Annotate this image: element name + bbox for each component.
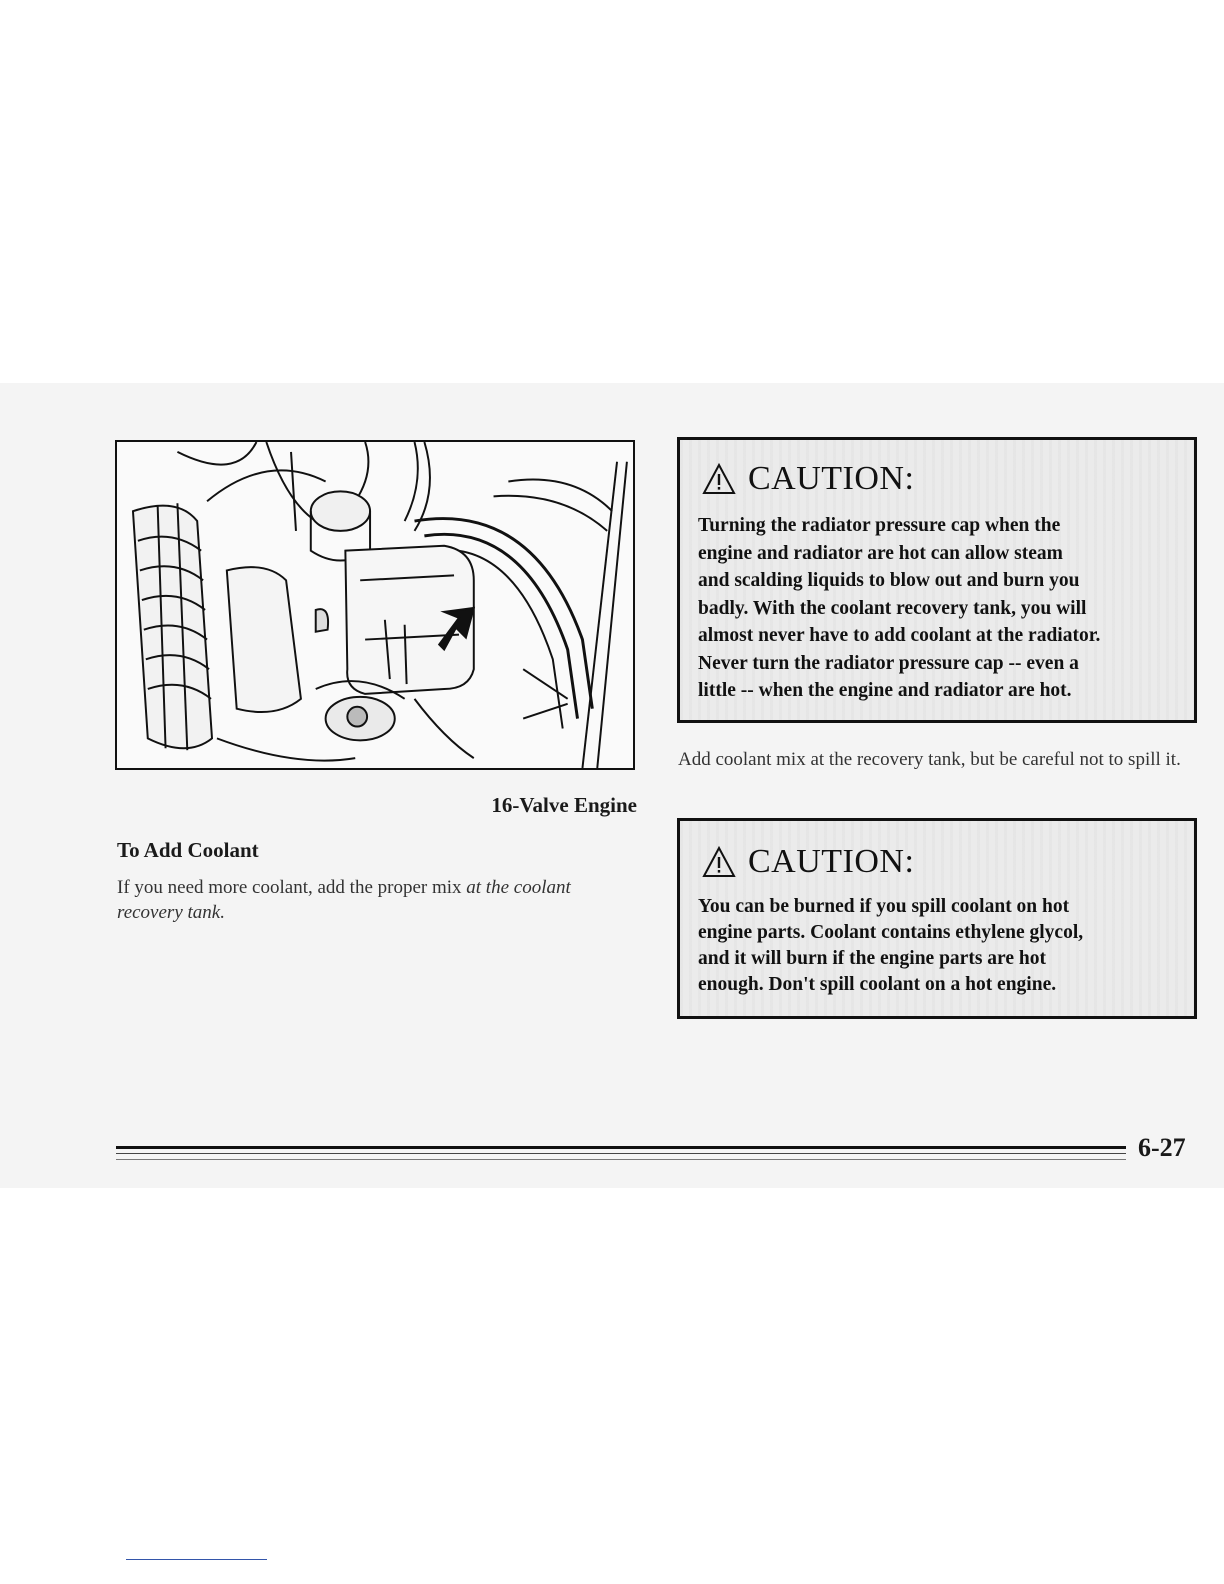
caution-line: You can be burned if you spill coolant on hot [698,896,1070,917]
caution-line: enough. Don't spill coolant on a hot engine. [698,974,1057,995]
caution-box-spill [677,818,1197,1019]
caution-line: engine and radiator are hot can allow steam [698,542,1063,564]
figure-caption: 16-Valve Engine [491,793,637,817]
page-number: 6-27 [1138,1133,1186,1162]
caution-heading [702,843,914,881]
engine-drawing [117,442,633,768]
caution-line: engine parts. Coolant contains ethylene glycol, [698,922,1084,943]
caution-line: almost never have to add coolant at the radiator. [698,625,1101,646]
caution-title: CAUTION: [748,460,915,497]
footer-rule [116,1146,1126,1149]
recovery-tank-note: Add coolant mix at the recovery tank, but be careful not to spill it. [678,749,1181,770]
caution-title: CAUTION: [748,843,915,880]
engine-illustration [115,440,635,770]
bottom-divider [126,1559,267,1560]
caution-text [698,894,1178,998]
caution-line: badly. With the coolant recovery tank, you will [698,597,1087,619]
instruction-emphasis: at the coolant recovery tank. [117,877,571,923]
add-coolant-instructions [117,875,617,925]
caution-line: Never turn the radiator pressure cap -- even a [698,652,1079,674]
footer-rule [116,1159,1126,1160]
warning-triangle-icon [702,463,736,495]
caution-line: and scalding liquids to blow out and burn you [698,570,1080,591]
caution-line: little -- when the engine and radiator are hot. [698,680,1072,701]
caution-line: Turning the radiator pressure cap when the [698,515,1061,536]
warning-triangle-icon [702,846,736,878]
instruction-text: If you need more coolant, add the proper mix [117,877,467,898]
caution-text [698,512,1178,705]
caution-box-radiator-cap [677,437,1197,723]
caution-heading [702,460,914,498]
footer-rule [116,1153,1126,1154]
caution-line: and it will burn if the engine parts are hot [698,948,1046,969]
section-heading: To Add Coolant [117,838,259,862]
